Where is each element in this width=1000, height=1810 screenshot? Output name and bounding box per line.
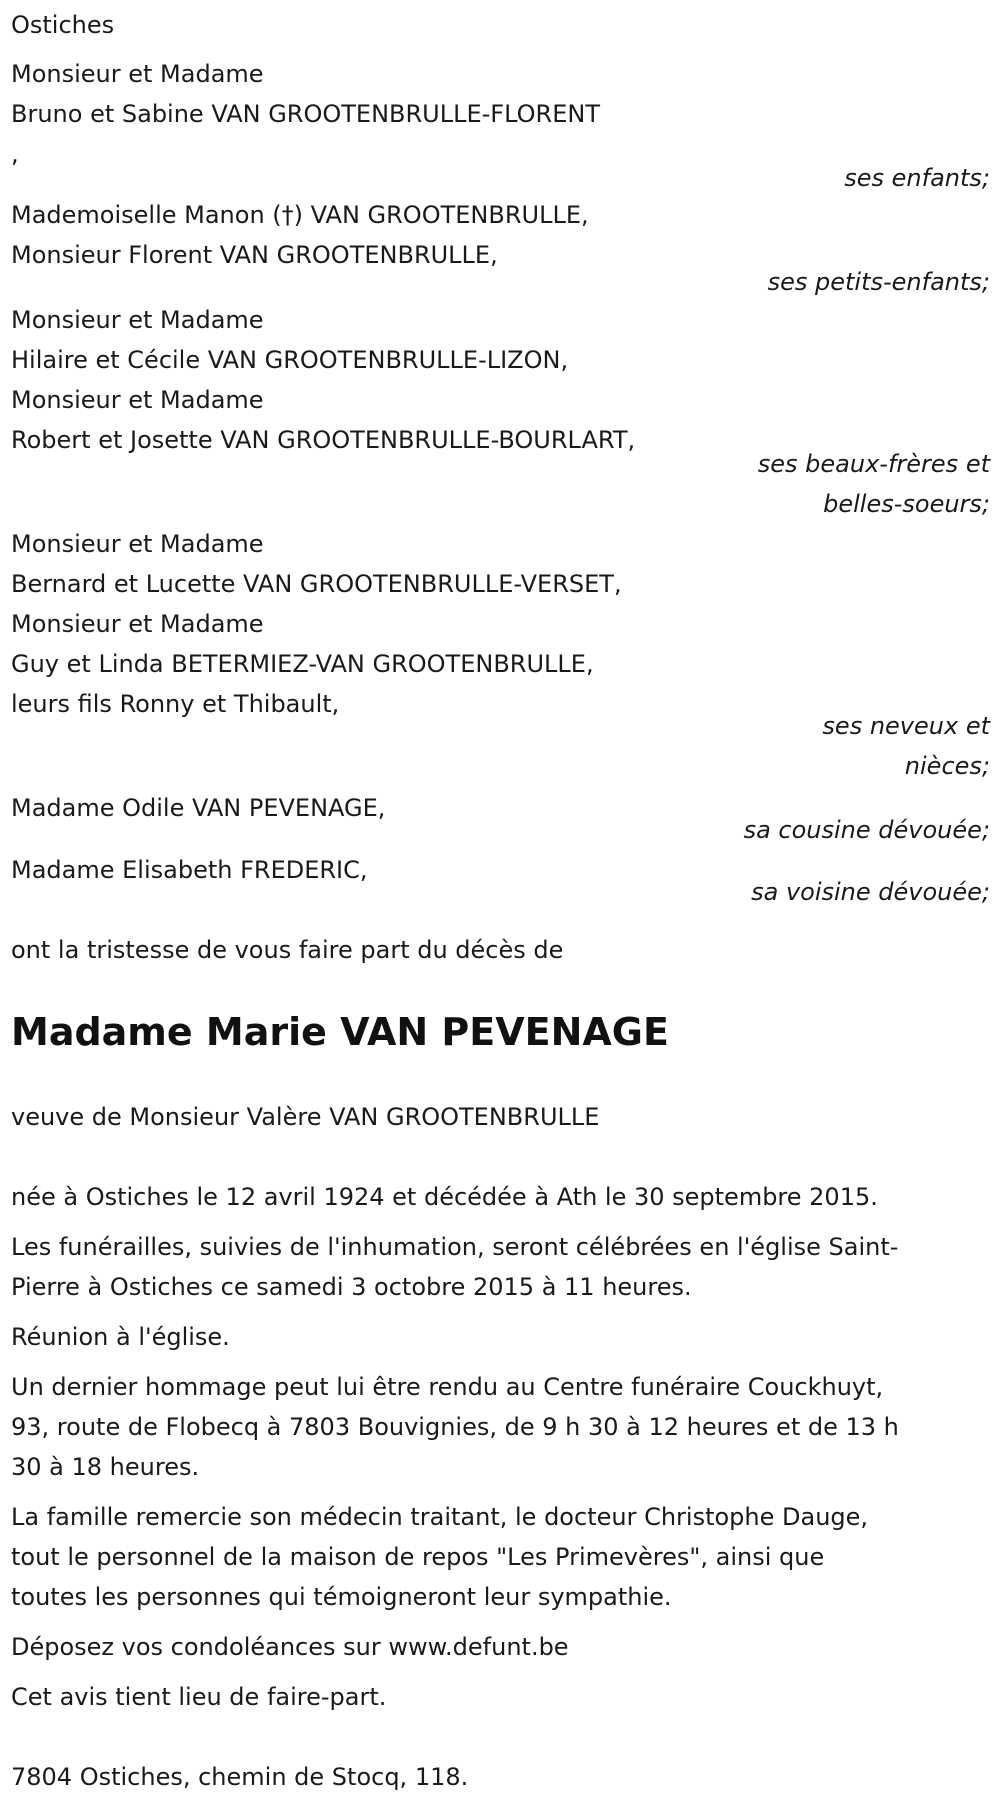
tribute-line: Un dernier hommage peut lui être rendu au Centre funéraire Couckhuyt, [11, 1373, 884, 1401]
relation-label: ses neveux et [822, 712, 990, 740]
family-line: Guy et Linda BETERMIEZ-VAN GROOTENBRULLE, [11, 650, 594, 678]
spouse-line: veuve de Monsieur Valère VAN GROOTENBRULLE [11, 1103, 600, 1131]
family-line: Monsieur et Madame [11, 386, 264, 414]
thanks-line: tout le personnel de la maison de repos "Les Primevères", ainsi que [11, 1543, 825, 1571]
tribute-line: 30 à 18 heures. [11, 1453, 200, 1481]
family-line: Monsieur et Madame [11, 60, 264, 88]
relation-label: ses beaux-frères et [757, 450, 990, 478]
family-line: Robert et Josette VAN GROOTENBRULLE-BOURLART, [11, 426, 636, 454]
relation-label: sa cousine dévouée; [743, 816, 990, 844]
family-line: Mademoiselle Manon (†) VAN GROOTENBRULLE, [11, 201, 589, 229]
place-heading: Ostiches [11, 11, 115, 39]
relation-label: nièces; [904, 752, 990, 780]
relation-label: ses petits-enfants; [767, 268, 990, 296]
thanks-line: La famille remercie son médecin traitant, le docteur Christophe Dauge, [11, 1503, 869, 1531]
funeral-line: Pierre à Ostiches ce samedi 3 octobre 2015 à 11 heures. [11, 1273, 692, 1301]
relation-label: sa voisine dévouée; [751, 878, 990, 906]
family-line: Hilaire et Cécile VAN GROOTENBRULLE-LIZON, [11, 346, 569, 374]
meeting-line: Réunion à l'église. [11, 1323, 230, 1351]
notice-line: Cet avis tient lieu de faire-part. [11, 1683, 387, 1711]
family-line: leurs fils Ronny et Thibault, [11, 690, 340, 718]
family-line: Bruno et Sabine VAN GROOTENBRULLE-FLORENT [11, 100, 600, 128]
deceased-name: Madame Marie VAN PEVENAGE [11, 1010, 669, 1054]
tribute-line: 93, route de Flobecq à 7803 Bouvignies, de 9 h 30 à 12 heures et de 13 h [11, 1413, 899, 1441]
family-line: , [11, 140, 19, 168]
condolences-line: Déposez vos condoléances sur www.defunt.be [11, 1633, 569, 1661]
relation-label: ses enfants; [844, 164, 990, 192]
address-line: 7804 Ostiches, chemin de Stocq, 118. [11, 1763, 469, 1791]
relation-label: belles-soeurs; [823, 490, 990, 518]
family-line: Monsieur et Madame [11, 306, 264, 334]
family-line: Madame Odile VAN PEVENAGE, [11, 794, 386, 822]
family-line: Madame Elisabeth FREDERIC, [11, 856, 368, 884]
intro-text: ont la tristesse de vous faire part du décès de [11, 936, 564, 964]
family-line: Monsieur Florent VAN GROOTENBRULLE, [11, 241, 498, 269]
family-line: Bernard et Lucette VAN GROOTENBRULLE-VERSET, [11, 570, 622, 598]
birth-death-line: née à Ostiches le 12 avril 1924 et décédée à Ath le 30 septembre 2015. [11, 1183, 878, 1211]
family-line: Monsieur et Madame [11, 610, 264, 638]
thanks-line: toutes les personnes qui témoigneront leur sympathie. [11, 1583, 672, 1611]
funeral-line: Les funérailles, suivies de l'inhumation, seront célébrées en l'église Saint- [11, 1233, 899, 1261]
family-line: Monsieur et Madame [11, 530, 264, 558]
